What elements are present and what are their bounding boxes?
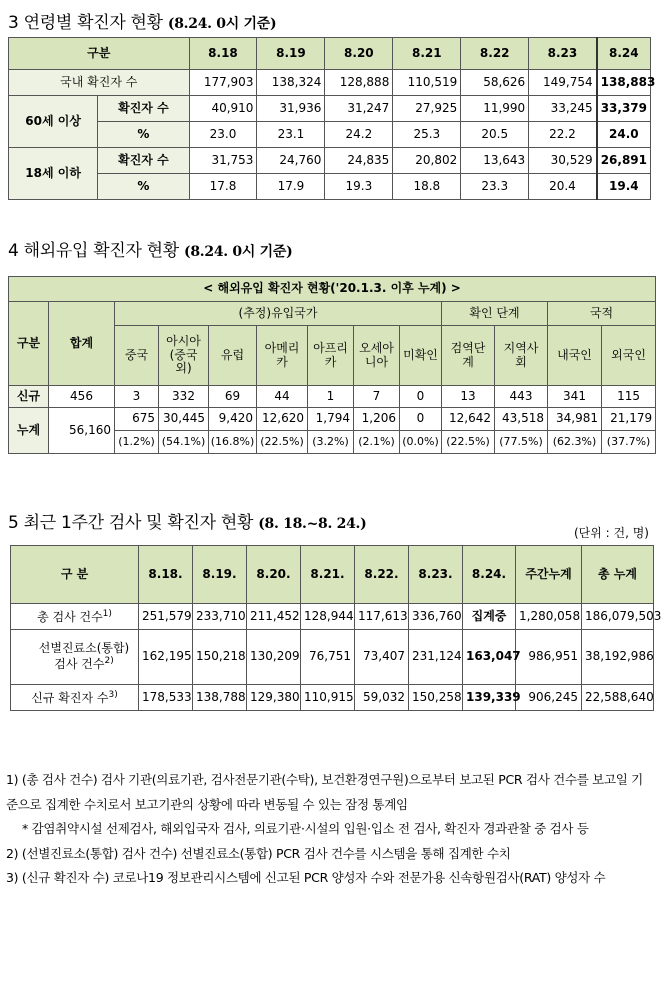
cell: 31,936 xyxy=(257,96,325,122)
header-cell: 8.24. xyxy=(463,546,516,604)
cell: 7 xyxy=(354,386,400,408)
header-cell: 8.21 xyxy=(393,38,461,70)
row-label-text: 선별진료소(통합) 검사 건수 xyxy=(38,641,130,671)
cell: 149,754 xyxy=(529,70,597,96)
table-row xyxy=(9,122,651,148)
footnote-ref: 2) xyxy=(104,656,114,666)
age-table-header xyxy=(9,38,651,70)
table-row xyxy=(11,630,654,685)
cell: 9,420 xyxy=(209,408,257,431)
cell: 31,247 xyxy=(325,96,393,122)
header-group-nation: 국적 xyxy=(548,302,656,326)
cell: 3 xyxy=(115,386,159,408)
section-5-subtitle: (8. 18.~8. 24.) xyxy=(258,516,367,532)
row-sublabel: % xyxy=(98,174,189,200)
cell: 31,753 xyxy=(189,148,257,174)
cell: 150,218 xyxy=(193,630,247,685)
header-cell: 8.22. xyxy=(355,546,409,604)
cell: 186,079,503 xyxy=(582,604,654,630)
footnote-1-detail: * 감염취약시설 선제검사, 해외입국자 검사, 의료기관·시설의 입원·입소 전 검사, 확진자 경과관찰 중 검사 등 xyxy=(22,821,589,836)
row-sublabel: 확진자 수 xyxy=(98,148,189,174)
cell: (77.5%) xyxy=(495,431,548,454)
cell: 34,981 xyxy=(548,408,602,431)
cell: 211,452 xyxy=(247,604,301,630)
table-row xyxy=(11,604,654,630)
cell: 1,794 xyxy=(308,408,354,431)
unit-label: (단위 : 건, 명) xyxy=(573,526,649,540)
footnotes xyxy=(6,768,654,891)
header-cell: 8.18. xyxy=(139,546,193,604)
table-row xyxy=(11,685,654,711)
cell: 163,047 xyxy=(463,630,516,685)
cell: 128,944 xyxy=(301,604,355,630)
table-row xyxy=(9,148,651,174)
header-cell: 미확인 xyxy=(400,326,442,386)
cell: 1,206 xyxy=(354,408,400,431)
cell: 20.4 xyxy=(529,174,597,200)
header-cell: 합계 xyxy=(49,302,115,386)
header-cell: 8.24 xyxy=(597,38,651,70)
overseas-group-header xyxy=(9,302,656,326)
header-cell: 8.20. xyxy=(247,546,301,604)
header-cell: 내국인 xyxy=(548,326,602,386)
cell: 13 xyxy=(442,386,495,408)
cell: (22.5%) xyxy=(442,431,495,454)
header-cell: 구 분 xyxy=(11,546,139,604)
table-row xyxy=(9,174,651,200)
cell: 76,751 xyxy=(301,630,355,685)
cell: 33,245 xyxy=(529,96,597,122)
overseas-table-title-row xyxy=(9,277,656,302)
cell: 24,835 xyxy=(325,148,393,174)
header-cell: 유럽 xyxy=(209,326,257,386)
cell: 30,445 xyxy=(159,408,209,431)
cell: 44 xyxy=(257,386,308,408)
row-label: 누계 xyxy=(9,408,49,454)
row-sublabel: % xyxy=(98,122,189,148)
cell: (16.8%) xyxy=(209,431,257,454)
cell: 178,533 xyxy=(139,685,193,711)
section-3-subtitle: (8.24. 0시 기준) xyxy=(167,16,277,32)
cell: 336,760 xyxy=(409,604,463,630)
row-label: 국내 확진자 수 xyxy=(9,70,190,96)
cell: 40,910 xyxy=(189,96,257,122)
header-cell: 아메리카 xyxy=(257,326,308,386)
row-label: 18세 이하 xyxy=(9,148,98,200)
row-sublabel: 확진자 수 xyxy=(98,96,189,122)
cell: 128,888 xyxy=(325,70,393,96)
cell: 138,324 xyxy=(257,70,325,96)
cell: 18.8 xyxy=(393,174,461,200)
cell: 233,710 xyxy=(193,604,247,630)
cell: 59,032 xyxy=(355,685,409,711)
cell: 17.8 xyxy=(189,174,257,200)
cell: 129,380 xyxy=(247,685,301,711)
cell: 443 xyxy=(495,386,548,408)
cell: 1 xyxy=(308,386,354,408)
cell: 110,519 xyxy=(393,70,461,96)
row-label-text: 신규 확진자 수 xyxy=(31,690,109,705)
cell: 43,518 xyxy=(495,408,548,431)
footnote-2: 2) (선별진료소(통합) 검사 건수) 선별진료소(통합) PCR 검사 건수를 시스템을 통해 집계한 수치 xyxy=(6,845,511,861)
footnote-1: 1) (총 검사 건수) 검사 기관(의료기관, 검사전문기관(수탁), 보건환경연구원)으로부터 보고된 PCR 검사 건수를 보고일 기준으로 집계한 수치로서 보고기관의 상황에 따라 변동될 수 있는 잠정 통계임 xyxy=(6,772,643,812)
header-cell: 8.23. xyxy=(409,546,463,604)
header-cell: 8.18 xyxy=(189,38,257,70)
section-3-title-text: 3 연령별 확진자 현황 xyxy=(8,13,163,33)
section-3-title xyxy=(8,8,276,33)
header-cell: 8.21. xyxy=(301,546,355,604)
cell: 22,588,640 xyxy=(582,685,654,711)
cell: 1,280,058 xyxy=(516,604,582,630)
cell: 58,626 xyxy=(461,70,529,96)
table-row xyxy=(9,386,656,408)
cell: 110,915 xyxy=(301,685,355,711)
cell: 13,643 xyxy=(461,148,529,174)
cell: 20,802 xyxy=(393,148,461,174)
footnote-ref: 1) xyxy=(102,608,112,619)
cell: 138,788 xyxy=(193,685,247,711)
section-4-title-text: 4 해외유입 확진자 현황 xyxy=(8,241,179,261)
cell: 23.3 xyxy=(461,174,529,200)
cell: 19.3 xyxy=(325,174,393,200)
header-group-stage: 확인 단계 xyxy=(442,302,548,326)
weekly-table-header xyxy=(11,546,654,604)
header-cell: 검역단계 xyxy=(442,326,495,386)
cell: 집계중 xyxy=(463,604,516,630)
row-label: 60세 이상 xyxy=(9,96,98,148)
cell: (0.0%) xyxy=(400,431,442,454)
footnote-3: 3) (신규 확진자 수) 코로나19 정보관리시스템에 신고된 PCR 양성자 수와 전문가용 신속항원검사(RAT) 양성자 수 xyxy=(6,870,606,885)
cell: (1.2%) xyxy=(115,431,159,454)
cell: 19.4 xyxy=(597,174,651,200)
cell: 456 xyxy=(49,386,115,408)
header-cell: 구분 xyxy=(9,302,49,386)
cell: 27,925 xyxy=(393,96,461,122)
cell: 177,903 xyxy=(189,70,257,96)
cell: 20.5 xyxy=(461,122,529,148)
row-label xyxy=(11,630,139,685)
cell: 162,195 xyxy=(139,630,193,685)
cell: (2.1%) xyxy=(354,431,400,454)
footnote-ref: 3) xyxy=(108,689,118,700)
header-cell: 오세아니아 xyxy=(354,326,400,386)
cell: 24.0 xyxy=(597,122,651,148)
cell: 986,951 xyxy=(516,630,582,685)
row-label-text: 총 검사 건수 xyxy=(37,609,103,624)
cell: 23.1 xyxy=(257,122,325,148)
cell: (37.7%) xyxy=(602,431,656,454)
header-group-inflow: (추정)유입국가 xyxy=(115,302,442,326)
cell: 12,642 xyxy=(442,408,495,431)
section-5-title xyxy=(8,508,366,533)
cell: 150,258 xyxy=(409,685,463,711)
header-cell: 8.23 xyxy=(529,38,597,70)
cell: 69 xyxy=(209,386,257,408)
cell: 906,245 xyxy=(516,685,582,711)
header-cell: 8.22 xyxy=(461,38,529,70)
table-row xyxy=(9,408,656,431)
row-label: 신규 xyxy=(9,386,49,408)
header-cell: 중국 xyxy=(115,326,159,386)
header-cell: 주간누계 xyxy=(516,546,582,604)
section-5-title-text: 5 최근 1주간 검사 및 확진자 현황 xyxy=(8,513,254,533)
header-cell: 외국인 xyxy=(602,326,656,386)
cell: 231,124 xyxy=(409,630,463,685)
table-row xyxy=(9,96,651,122)
header-cell: 8.20 xyxy=(325,38,393,70)
header-cell: 총 누계 xyxy=(582,546,654,604)
cell: 675 xyxy=(115,408,159,431)
cell: 117,613 xyxy=(355,604,409,630)
cell: 130,209 xyxy=(247,630,301,685)
row-label xyxy=(11,685,139,711)
section-4-title xyxy=(8,236,292,261)
overseas-table xyxy=(8,276,656,454)
cell: 341 xyxy=(548,386,602,408)
header-cell: 구분 xyxy=(9,38,190,70)
header-cell: 아시아(중국 외) xyxy=(159,326,209,386)
header-cell: 8.19. xyxy=(193,546,247,604)
table-row xyxy=(9,70,651,96)
cell: 17.9 xyxy=(257,174,325,200)
cell: 21,179 xyxy=(602,408,656,431)
cell: 138,883 xyxy=(597,70,651,96)
cell: (3.2%) xyxy=(308,431,354,454)
cell: 139,339 xyxy=(463,685,516,711)
cell: 22.2 xyxy=(529,122,597,148)
cell: 25.3 xyxy=(393,122,461,148)
cell: (54.1%) xyxy=(159,431,209,454)
cell: 11,990 xyxy=(461,96,529,122)
header-cell: 지역사회 xyxy=(495,326,548,386)
header-cell: 8.19 xyxy=(257,38,325,70)
overseas-table-title: < 해외유입 확진자 현황('20.1.3. 이후 누계) > xyxy=(9,277,656,302)
cell: 12,620 xyxy=(257,408,308,431)
cell: 30,529 xyxy=(529,148,597,174)
age-table xyxy=(8,37,656,200)
cell: (22.5%) xyxy=(257,431,308,454)
cell: 73,407 xyxy=(355,630,409,685)
cell: (62.3%) xyxy=(548,431,602,454)
cell: 251,579 xyxy=(139,604,193,630)
section-4-subtitle: (8.24. 0시 기준) xyxy=(184,244,293,260)
cell: 24.2 xyxy=(325,122,393,148)
cell: 332 xyxy=(159,386,209,408)
cell: 56,160 xyxy=(49,408,115,454)
cell: 26,891 xyxy=(597,148,651,174)
cell: 23.0 xyxy=(189,122,257,148)
cell: 0 xyxy=(400,386,442,408)
cell: 33,379 xyxy=(597,96,651,122)
row-label xyxy=(11,604,139,630)
weekly-table xyxy=(10,545,661,711)
cell: 24,760 xyxy=(257,148,325,174)
cell: 38,192,986 xyxy=(582,630,654,685)
cell: 115 xyxy=(602,386,656,408)
cell: 0 xyxy=(400,408,442,431)
header-cell: 아프리카 xyxy=(308,326,354,386)
